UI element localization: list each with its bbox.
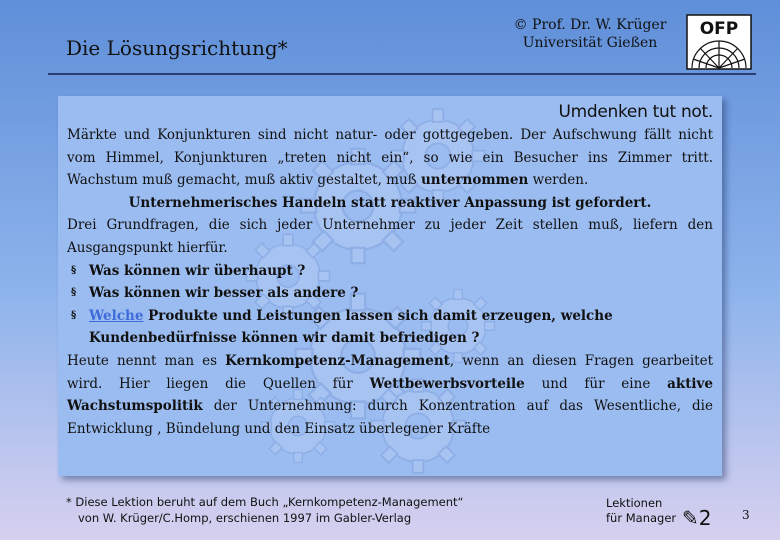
series-label	[606, 496, 676, 526]
welche-link[interactable]: Welche	[89, 307, 144, 324]
paragraph-1	[67, 124, 713, 192]
author-block	[490, 16, 690, 52]
bullet-item-3	[67, 305, 713, 328]
author-university: Universität Gießen	[522, 35, 658, 51]
paragraph-3-text-a: Heute nennt man es	[67, 352, 226, 369]
slogan: Umdenken tut not.	[558, 102, 713, 122]
page-number: 3	[742, 508, 750, 522]
footnote-line-1: * Diese Lektion beruht auf dem Buch „Kernkompetenz-Management“	[66, 495, 464, 509]
bullet-item-2-text: Was können wir besser als andere ?	[89, 285, 359, 302]
page-title: Die Lösungsrichtung*	[66, 36, 288, 60]
paragraph-3-emphasis-3: aktive Wachstumspolitik	[67, 375, 713, 415]
footnote	[66, 494, 463, 526]
bullet-item-3-text: Produkte und Leistungen lassen sich damit erzeugen, welche	[143, 307, 613, 324]
series-label-line-1: Lektionen	[606, 496, 663, 510]
logo-text: OFP	[699, 19, 739, 39]
paragraph-3-emphasis-2: Wettbewerbsvorteile	[369, 375, 525, 392]
paragraph-3	[67, 350, 713, 440]
bullet-marker: §	[71, 287, 77, 299]
bullet-item-2	[67, 282, 713, 305]
bullet-marker: §	[71, 309, 77, 321]
bullet-item-1	[67, 260, 713, 283]
author-name: © Prof. Dr. W. Krüger	[513, 17, 667, 33]
paragraph-1-emphasis: unternommen	[420, 172, 529, 189]
ofp-logo	[686, 14, 752, 70]
paragraph-3-emphasis-1: Kernkompetenz-Management	[225, 352, 450, 369]
content-panel	[58, 96, 722, 476]
paragraph-1-text: Märkte und Konjunkturen sind nicht natur- oder gottgegeben. Der Aufschwung fällt nicht vom Himmel, Konjunkturen „treten nicht ein“, so wie ein Besucher ins Zimmer tritt. Wachstum muß gemacht, muß aktiv gestaltet, muß	[67, 127, 713, 189]
series-label-line-2: für Manager	[606, 511, 677, 525]
content-text	[67, 100, 713, 440]
paragraph-1-end: werden.	[528, 172, 589, 189]
paragraph-3-text-c: , wenn an diesen Fragen gearbeitet wird. Hier liegen die Quellen für	[67, 352, 713, 392]
bullet-item-1-text: Was können wir überhaupt ?	[89, 262, 306, 279]
bullet-item-3-continuation: Kundenbedürfnisse können wir damit befriedigen ?	[89, 330, 480, 347]
paragraph-3-text-e: der Unternehmung: durch Konzentration auf das Wesentliche, die Entwicklung , Bündelung und den Einsatz überlegener Kräfte	[67, 398, 713, 437]
bullet-marker: §	[71, 264, 77, 276]
paragraph-3-text-d: und für eine	[524, 375, 668, 392]
paragraph-2: Drei Grundfragen, die sich jeder Unternehmer zu jeder Zeit stellen muß, liefern den Ausgangspunkt hierfür.	[67, 217, 713, 256]
headline: Unternehmerisches Handeln statt reaktiver Anpassung ist gefordert.	[128, 194, 652, 211]
footnote-line-2: von W. Krüger/C.Homp, erschienen 1997 im Gabler-Verlag	[78, 511, 412, 525]
header-divider	[48, 73, 756, 75]
pen-icon: ✎2	[682, 506, 712, 530]
